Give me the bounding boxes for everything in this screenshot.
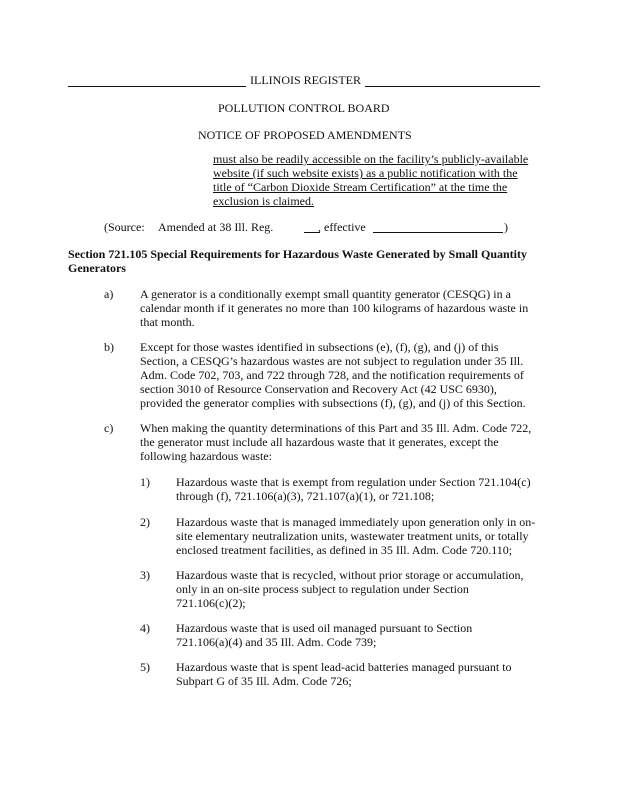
item-line: When making the quantity determinations of this Part and 35 Ill. Adm. Code 722, [140,421,532,435]
subitem-label: 4) [140,621,150,635]
subitem-text [176,621,472,649]
item-text [140,287,528,329]
item-line: Section, a CESQG’s hazardous wastes are not subject to regulation under 35 Ill. [140,354,524,368]
subitem-text [176,515,535,557]
subitem-line: Hazardous waste that is recycled, without prior storage or accumulation, [176,568,524,582]
subitem-label: 5) [140,660,150,674]
subitem-line: site elementary neutralization units, wastewater treatment units, or totally [176,529,529,543]
section-heading-cont: Generators [68,261,126,275]
subitem-line: 721.106(a)(4) and 35 Ill. Adm. Code 739; [176,635,377,649]
subitem-line: 721.106(c)(2); [176,596,246,610]
item-line: calendar month if it generates no more than 100 kilograms of hazardous waste in [140,301,529,315]
subitem-text [176,475,531,503]
carryover-line: exclusion is claimed. [213,194,314,208]
subitem-label: 2) [140,515,150,529]
item-line: that month. [140,315,195,329]
subitem-line: Hazardous waste that is managed immediately upon generation only in on- [176,515,536,529]
source-close: ) [504,220,508,234]
subitem-line: through (f), 721.106(a)(3), 721.107(a)(1), or 721.108; [176,489,435,503]
carryover-paragraph [213,152,528,208]
item-text [140,421,531,463]
source-prefix: (Source: [104,220,145,234]
subitem-line: Hazardous waste that is spent lead-acid batteries managed pursuant to [176,660,512,674]
item-label: b) [104,340,114,354]
item-line: following hazardous waste: [140,449,272,463]
item-label: a) [104,287,114,301]
subitem-line: Hazardous waste that is exempt from regulation under Section 721.104(c) [176,475,531,489]
carryover-line: must also be readily accessible on the facility’s publicly-available [213,152,529,166]
register-title: ILLINOIS REGISTER [246,73,365,87]
effective-date-blank [373,232,503,233]
item-line: the generator must include all hazardous waste that it generates, except the [140,435,499,449]
item-label: c) [104,421,114,435]
item-line: Except for those wastes identified in subsections (e), (f), (g), and (j) of this [140,340,499,354]
subitem-text [176,660,512,688]
source-amended: Amended at 38 Ill. Reg. [158,220,274,234]
agency-title: POLLUTION CONTROL BOARD [218,101,390,115]
item-text [140,340,526,410]
subitem-line: Subpart G of 35 Ill. Adm. Code 726; [176,674,352,688]
item-line: provided the generator complies with subsections (f), (g), and (j) of this Section. [140,396,526,410]
carryover-line: website (if such website exists) as a public notification with the [213,166,518,180]
subitem-line: only in an on-site process subject to regulation under Section [176,582,469,596]
notice-title: NOTICE OF PROPOSED AMENDMENTS [198,128,412,142]
subitem-line: enclosed treatment facilities, as defined in 35 Ill. Adm. Code 720.110; [176,543,513,557]
item-line: A generator is a conditionally exempt small quantity generator (CESQG) in a [140,287,511,301]
item-line: section 3010 of Resource Conservation and Recovery Act (42 USC 6930), [140,382,497,396]
subitem-label: 3) [140,568,150,582]
subitem-label: 1) [140,475,150,489]
item-line: Adm. Code 702, 703, and 722 through 728, and the notification requirements of [140,368,524,382]
subitem-text [176,568,524,610]
subitem-line: Hazardous waste that is used oil managed pursuant to Section [176,621,473,635]
source-effective: , effective [318,220,366,234]
carryover-line: title of “Carbon Dioxide Stream Certification” at the time the [213,180,508,194]
section-heading: Section 721.105 Special Requirements for Hazardous Waste Generated by Small Quantity [68,247,527,261]
